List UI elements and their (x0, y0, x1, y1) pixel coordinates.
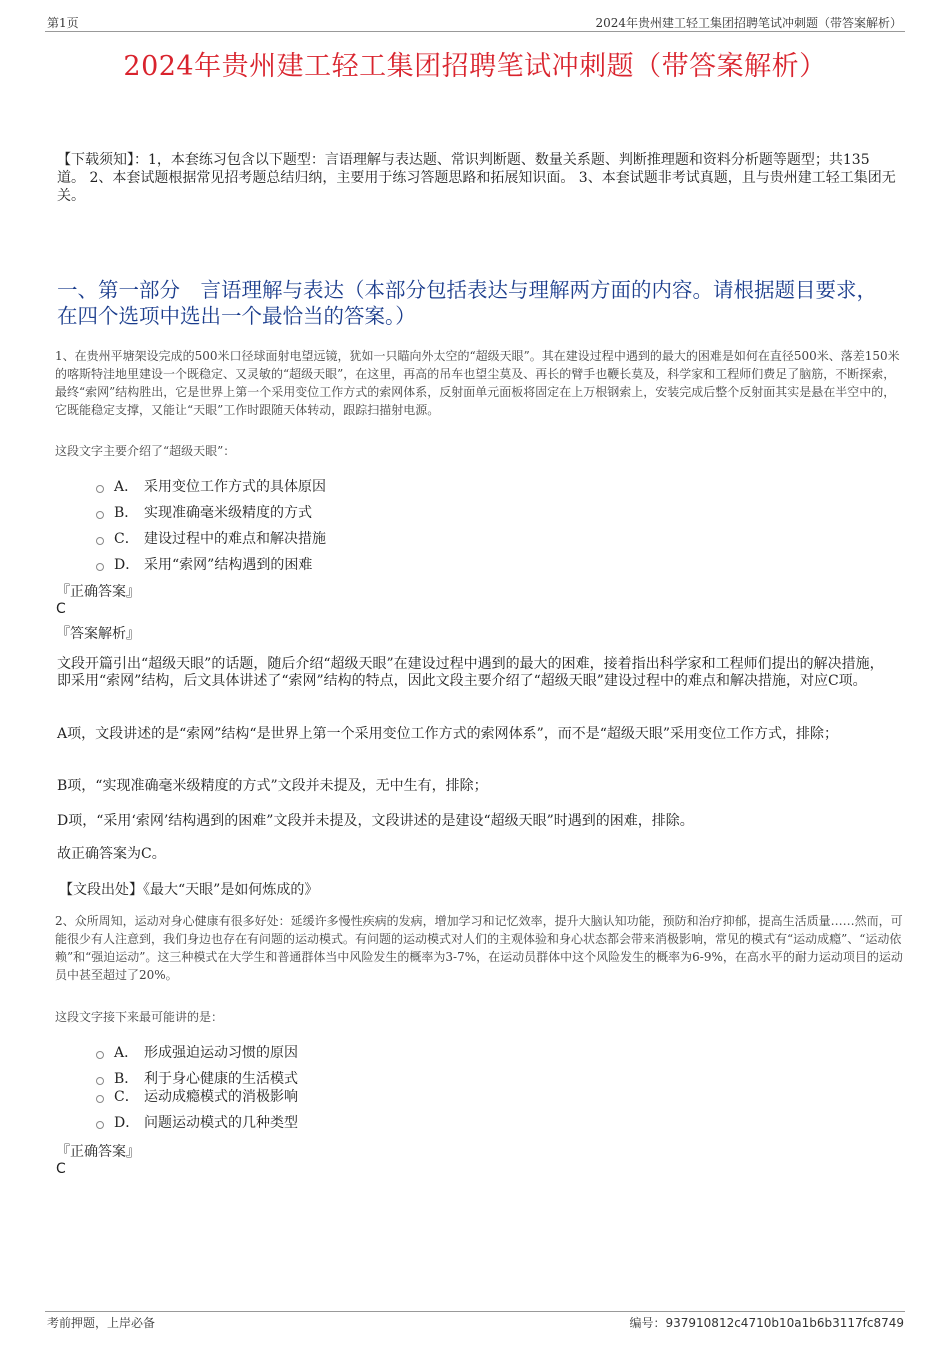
question-2-option-c[interactable] (96, 1086, 298, 1106)
option-text: 形成强迫运动习惯的原因 (144, 1045, 298, 1061)
radio-icon[interactable] (96, 1051, 104, 1059)
question-2-option-b[interactable] (96, 1068, 298, 1088)
question-1-answer: C (56, 601, 66, 617)
option-text: 利于身心健康的生活模式 (144, 1071, 298, 1087)
page-title: 2024年贵州建工轻工集团招聘笔试冲刺题（带答案解析） (123, 51, 827, 82)
option-text: 采用变位工作方式的具体原因 (144, 479, 326, 495)
radio-icon[interactable] (96, 485, 104, 493)
question-1-answer-label: 『正确答案』 (56, 584, 140, 600)
footer-code-label: 编号： (629, 1316, 666, 1330)
option-text: 采用“索网”结构遇到的困难 (144, 557, 313, 573)
radio-icon[interactable] (96, 563, 104, 571)
option-letter: C． (114, 1089, 139, 1105)
footer-code (629, 1314, 904, 1331)
header-doc-title: 2024年贵州建工轻工集团招聘笔试冲刺题（带答案解析） (595, 16, 902, 30)
question-2-answer-label: 『正确答案』 (56, 1144, 140, 1160)
footer-slogan: 考前押题，上岸必备 (47, 1316, 156, 1330)
footer-code-value: 937910812c4710b10a1b6b3117fc8749 (665, 1316, 904, 1330)
option-letter: C． (114, 531, 139, 547)
option-letter: D． (114, 557, 140, 573)
question-1-analysis-para: A项，文段讲述的是“索网”结构“是世界上第一个采用变位工作方式的索网体系”，而不是“超级天眼”采用变位工作方式，排除； (57, 726, 839, 742)
question-1-text: 1、在贵州平塘架设完成的500米口径球面射电望远镜，犹如一只瞄向外太空的“超级天眼”。其在建设过程中遇到的最大的困难是如何在直径500米、落差150米的喀斯特洼地里建设一个既稳定、又灵敏的“超级天眼”，在这里，再高的吊车也望尘莫及、再长的臂手也鞭长莫及，科学家和工程师们费足了脑筋，不断探索，最终“索网”结构胜出，它是世界上第一个采用变位工作方式的索网体系，反射面单元面板将固定在上万根钢索上，安装完成后整个反射面其实是悬在半空中的，它既能稳定支撑，又能让“天眼”工作时跟随天体转动，跟踪扫描射电源。 (55, 349, 900, 417)
option-letter: B． (114, 505, 139, 521)
question-1-analysis-para: 文段开篇引出“超级天眼”的话题，随后介绍“超级天眼”在建设过程中遇到的最大的困难，接着指出科学家和工程师们提出的解决措施，即采用“索网”结构，后文具体讲述了“索网”结构的特点，因此文段主要介绍了“超级天眼”建设过程中的难点和解决措施，对应C项。 (57, 656, 884, 689)
radio-icon[interactable] (96, 1095, 104, 1103)
radio-icon[interactable] (96, 1121, 104, 1129)
question-1-conclusion: 故正确答案为C。 (57, 846, 166, 862)
download-notice: 【下载须知】：1，本套练习包含以下题型：言语理解与表达题、常识判断题、数量关系题、判断推理题和资料分析题等题型；共135道。 2、本套试题根据常见招考题总结归纳，主要用于练习答题思路和拓展知识面。 3、本套试题非考试真题，且与贵州建工轻工集团无关。 (57, 152, 896, 204)
radio-icon[interactable] (96, 511, 104, 519)
section-heading: 一、第一部分 言语理解与表达（本部分包括表达与理解两方面的内容。请根据题目要求，在四个选项中选出一个最恰当的答案。） (57, 278, 877, 328)
option-letter: A． (114, 479, 139, 495)
question-1-analysis-para: D项，“采用‘索网’结构遇到的困难”文段并未提及，文段讲述的是建设“超级天眼”时遇到的困难，排除。 (57, 813, 694, 829)
question-2-option-a[interactable] (96, 1042, 298, 1062)
option-letter: A． (114, 1045, 139, 1061)
question-1-option-d[interactable] (96, 554, 312, 574)
question-2-answer: C (56, 1161, 66, 1177)
option-text: 运动成瘾模式的消极影响 (144, 1089, 298, 1105)
header-divider (45, 31, 905, 32)
question-2-prompt: 这段文字接下来最可能讲的是： (55, 1010, 224, 1024)
option-text: 实现准确毫米级精度的方式 (144, 505, 312, 521)
radio-icon[interactable] (96, 537, 104, 545)
question-1-option-c[interactable] (96, 528, 326, 548)
question-1-prompt: 这段文字主要介绍了“超级天眼”： (55, 444, 236, 458)
option-text: 问题运动模式的几种类型 (144, 1115, 298, 1131)
question-1-option-b[interactable] (96, 502, 312, 522)
option-text: 建设过程中的难点和解决措施 (144, 531, 326, 547)
option-letter: D． (114, 1115, 140, 1131)
question-1-analysis-label: 『答案解析』 (56, 626, 140, 642)
question-1-source: 【文段出处】《最大“天眼”是如何炼成的》 (59, 882, 319, 898)
option-letter: B． (114, 1071, 139, 1087)
header-page-number: 第1页 (47, 16, 79, 30)
footer-divider (45, 1311, 905, 1312)
question-2-option-d[interactable] (96, 1112, 298, 1132)
question-1-analysis-para: B项，“实现准确毫米级精度的方式”文段并未提及，无中生有，排除； (57, 778, 488, 794)
question-1-option-a[interactable] (96, 476, 326, 496)
question-2-text: 2、众所周知，运动对身心健康有很多好处：延缓许多慢性疾病的发病，增加学习和记忆效率，提升大脑认知功能，预防和治疗抑郁，提高生活质量……然而，可能很少有人注意到，我们身边也存在有问题的运动模式。有问题的运动模式对人们的主观体验和身心状态都会带来消极影响，常见的模式有“运动成瘾”、“运动依赖”和“强迫运动”。这三种模式在大学生和普通群体当中风险发生的概率为3-7%，在运动员群体中这个风险发生的概率为6-9%，在高水平的耐力运动项目的运动员中甚至超过了20%。 (55, 914, 903, 982)
radio-icon[interactable] (96, 1077, 104, 1085)
